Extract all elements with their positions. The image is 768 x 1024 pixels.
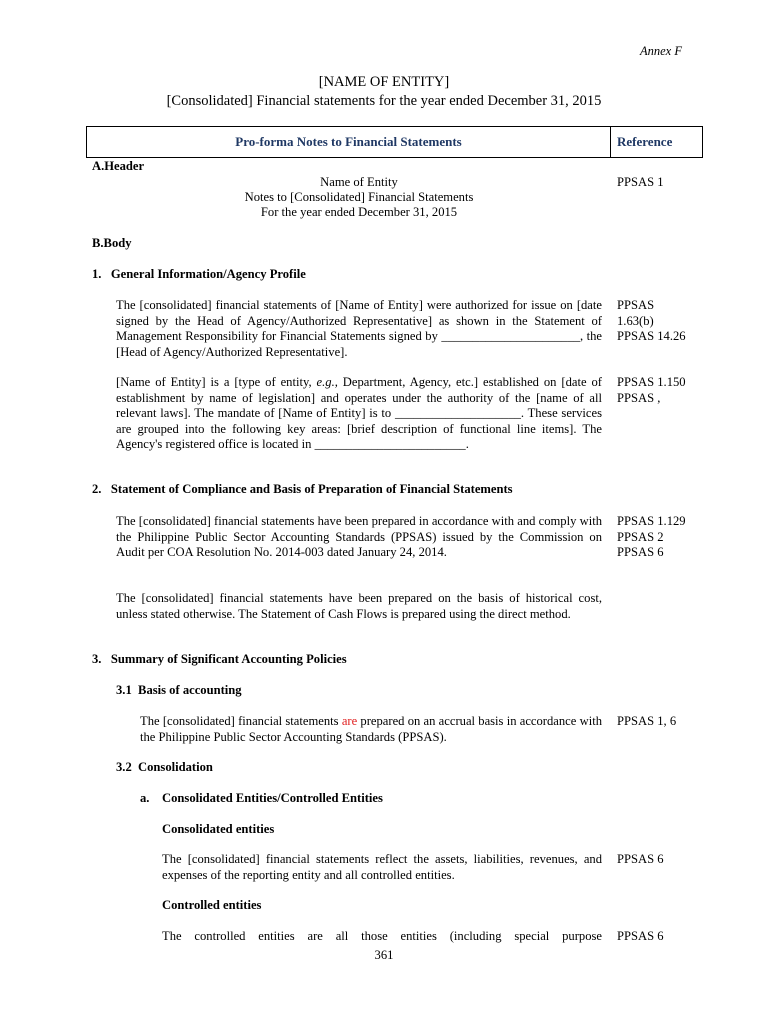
section-1-ref-1: PPSAS 1.63(b) PPSAS 14.26 [617, 298, 686, 344]
subsection-a-title: a. Consolidated Entities/Controlled Entities [140, 791, 383, 805]
section-b-title: B.Body [92, 236, 132, 250]
section-3-1-ref: PPSAS 1, 6 [617, 714, 677, 728]
consolidated-entities-ref: PPSAS 6 [617, 852, 664, 866]
section-a-ref: PPSAS 1 [617, 175, 664, 189]
table-header [86, 126, 703, 158]
section-3-title: 3. Summary of Significant Accounting Policies [92, 652, 347, 666]
section-3-1-title: 3.1 Basis of accounting [116, 683, 242, 697]
section-a-title: A.Header [92, 159, 145, 173]
consolidated-entities-title: Consolidated entities [162, 822, 275, 836]
controlled-entities-ref: PPSAS 6 [617, 929, 664, 943]
annex-label: Annex F [640, 44, 682, 58]
section-a-line: Name of Entity [320, 175, 398, 189]
section-3-1-paragraph: The [consolidated] financial statements are prepared on an accrual basis in accordance with the Philippine Public Sector Accounting Standards (PPSAS). [140, 714, 602, 744]
section-a-line: For the year ended December 31, 2015 [260, 205, 458, 219]
page-number: 361 [374, 948, 394, 962]
section-1-title: 1. General Information/Agency Profile [92, 267, 306, 281]
section-1-paragraph-2: [Name of Entity] is a [type of entity, e.g., Department, Agency, etc.] established on [date of establishment by name of legislation] and operates under the authority of the [name of all relevant laws]. The mandate of [Name of Entity] is to ____________________. These services are grouped into the following key areas: [brief description of functional line items]. The Agency's registered office is located in ________________________. [116, 375, 602, 452]
section-3-2-title: 3.2 Consolidation [116, 760, 213, 774]
section-2-paragraph-1: The [consolidated] financial statements have been prepared in accordance with and comply with the Philippine Public Sector Accounting Standards (PPSAS) issued by the Commission on Audit per COA Resolution No. 2014-003 dated January 24, 2014. [116, 514, 602, 560]
section-2-paragraph-2: The [consolidated] financial statements have been prepared on the basis of historical cost, unless stated otherwise. The Statement of Cash Flows is prepared using the direct method. [116, 591, 602, 621]
section-2-ref: PPSAS 1.129 PPSAS 2 PPSAS 6 [617, 514, 686, 560]
section-2-title: 2. Statement of Compliance and Basis of Preparation of Financial Statements [92, 482, 513, 496]
header-reference: Reference [617, 134, 673, 149]
consolidated-entities-paragraph: The [consolidated] financial statements reflect the assets, liabilities, revenues, and expenses of the reporting entity and all controlled entities. [162, 852, 602, 882]
section-a-line: Notes to [Consolidated] Financial Statements [244, 190, 474, 204]
header-notes: Pro-forma Notes to Financial Statements [87, 127, 611, 157]
entity-title: [NAME OF ENTITY] [318, 74, 450, 90]
controlled-entities-title: Controlled entities [162, 898, 262, 912]
controlled-entities-paragraph: The controlled entities are all those entities (including special purpose [162, 929, 602, 943]
section-1-paragraph-1: The [consolidated] financial statements of [Name of Entity] were authorized for issue on [date signed by the Head of Agency/Authorized Representative] as shown in the Statement of Management Responsibility for Financial Statements signed by ______________________, the [Head of Agency/Authorized Representative]. [116, 298, 602, 359]
document-subtitle: [Consolidated] Financial statements for the year ended December 31, 2015 [166, 93, 602, 109]
section-1-ref-2: PPSAS 1.150 PPSAS , [617, 375, 686, 405]
